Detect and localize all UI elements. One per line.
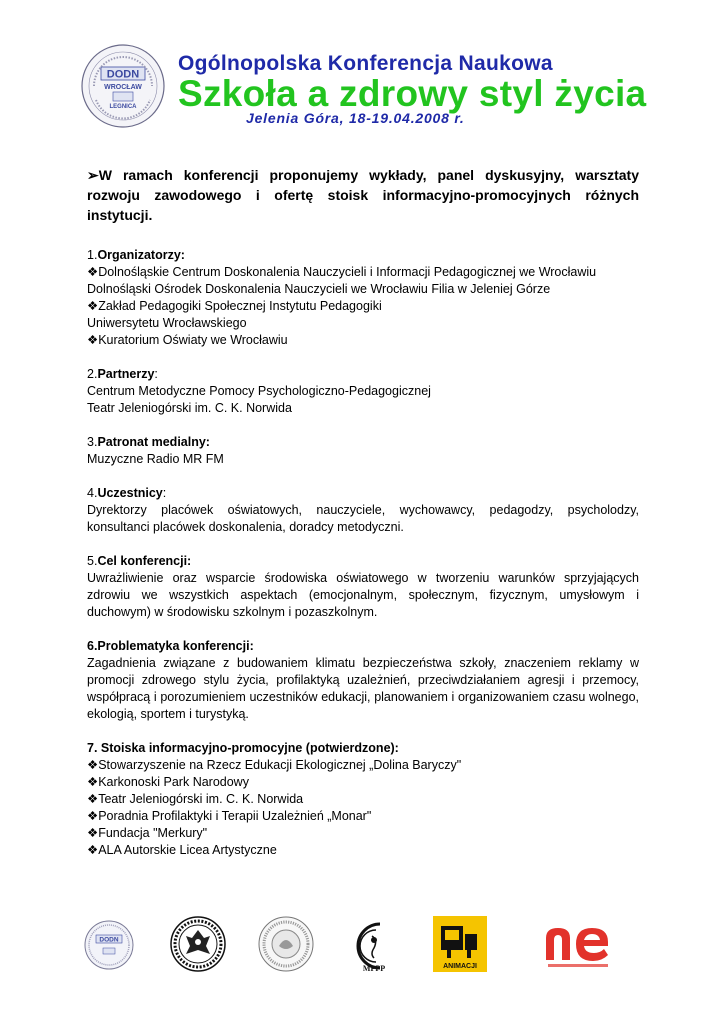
animacji-text: ANIMACJI [443, 963, 477, 970]
list-item: ❖Kuratorium Oświaty we Wrocławiu [87, 333, 288, 347]
section-heading: 1.Organizatorzy: [87, 248, 185, 262]
logo-dodn-text: DODN [106, 68, 140, 81]
conference-main-title: Szkoła a zdrowy styl życia [178, 73, 647, 114]
intro-text: W ramach konferencji proponujemy wykłady, panel dyskusyjny, warsztaty rozwoju zawodowego i ofertę stoisk informacyjno-promocyjnych różnych instytucji. [87, 167, 639, 223]
mppp-logo [346, 918, 394, 974]
section-heading: 2.Partnerzy: [87, 367, 158, 381]
section-stands [87, 740, 639, 859]
list-item: Dolnośląski Ośrodek Doskonalenia Nauczycieli we Wrocławiu Filia w Jeleniej Górze [87, 282, 551, 296]
section-partners [87, 366, 639, 417]
mppp-text: MPPP [362, 964, 386, 973]
section-heading: 3.Patronat medialny: [87, 435, 210, 449]
list-item: ❖Teatr Jeleniogórski im. C. K. Norwida [87, 792, 304, 806]
section-heading: 7. Stoiska informacyjno-promocyjne (potwierdzone): [87, 741, 399, 755]
footer-dodn-logo [84, 918, 134, 972]
section-organizers [87, 247, 639, 349]
section-heading: 6.Problematyka konferencji: [87, 639, 254, 653]
intro-paragraph [87, 165, 639, 225]
section-text: Dyrektorzy placówek oświatowych, nauczyciele, wychowawcy, pedagodzy, psycholodzy, konsultanci placówek doskonalenia, doradcy metodyczni. [87, 503, 639, 534]
list-item: ❖Poradnia Profilaktyki i Terapii Uzależnień „Monar" [87, 809, 372, 823]
list-item: ❖Karkonoski Park Narodowy [87, 775, 249, 789]
logo-legnica-text: LEGNICA [109, 104, 137, 110]
list-item: Muzyczne Radio MR FM [87, 452, 224, 466]
arrow-bullet-icon: ➢ [87, 167, 99, 183]
list-item: Uniwersytetu Wrocławskiego [87, 316, 247, 330]
ne-logo [542, 920, 616, 972]
section-text: Uwrażliwienie oraz wsparcie środowiska oświatowego w tworzeniu warunków sprzyjających zdrowiu we wszystkich aspektach (emocjonalnym, społecznym, fizycznym, umysłowym i duchowym) w środowisku szkolnym i pozaszkolnym. [87, 571, 639, 619]
section-topics [87, 638, 639, 723]
section-participants [87, 485, 639, 536]
section-heading: 5.Cel konferencji: [87, 554, 192, 568]
list-item: ❖Zakład Pedagogiki Społecznej Instytutu Pedagogiki [87, 299, 382, 313]
university-seal-icon [170, 916, 226, 972]
conference-type-title: Ogólnopolska Konferencja Naukowa [178, 52, 553, 75]
section-goal [87, 553, 639, 621]
list-item: Teatr Jeleniogórski im. C. K. Norwida [87, 401, 292, 415]
document-body [87, 165, 639, 876]
list-item: ❖Fundacja "Merkury" [87, 826, 208, 840]
footer-dodn-text: DODN [99, 936, 119, 944]
list-item: Centrum Metodyczne Pomocy Psychologiczno-Pedagogicznej [87, 384, 431, 398]
animacji-logo [433, 916, 487, 972]
section-media [87, 434, 639, 468]
list-item: ❖Dolnośląskie Centrum Doskonalenia Nauczycieli i Informacji Pedagogicznej we Wrocławiu [87, 265, 597, 279]
list-item: ❖Stowarzyszenie na Rzecz Edukacji Ekologicznej „Dolina Baryczy" [87, 758, 462, 772]
institute-seal-icon [258, 916, 314, 972]
conference-place-date: Jelenia Góra, 18-19.04.2008 r. [246, 110, 465, 126]
list-item: ❖ALA Autorskie Licea Artystyczne [87, 843, 277, 857]
dodn-logo [80, 40, 166, 132]
section-heading: 4.Uczestnicy: [87, 486, 167, 500]
logo-wroclaw-text: WROCŁAW [104, 84, 142, 91]
section-text: Zagadnienia związane z budowaniem klimatu bezpieczeństwa szkoły, znaczeniem reklamy w promocji zdrowego stylu życia, profilaktyką uzależnień, przeciwdziałaniem agresji i przemocy, współpracą i porozumieniem uczestników edukacji, planowaniem i organizowaniem czasu wolnego, ekologią, sportem i turystyką. [87, 656, 639, 721]
